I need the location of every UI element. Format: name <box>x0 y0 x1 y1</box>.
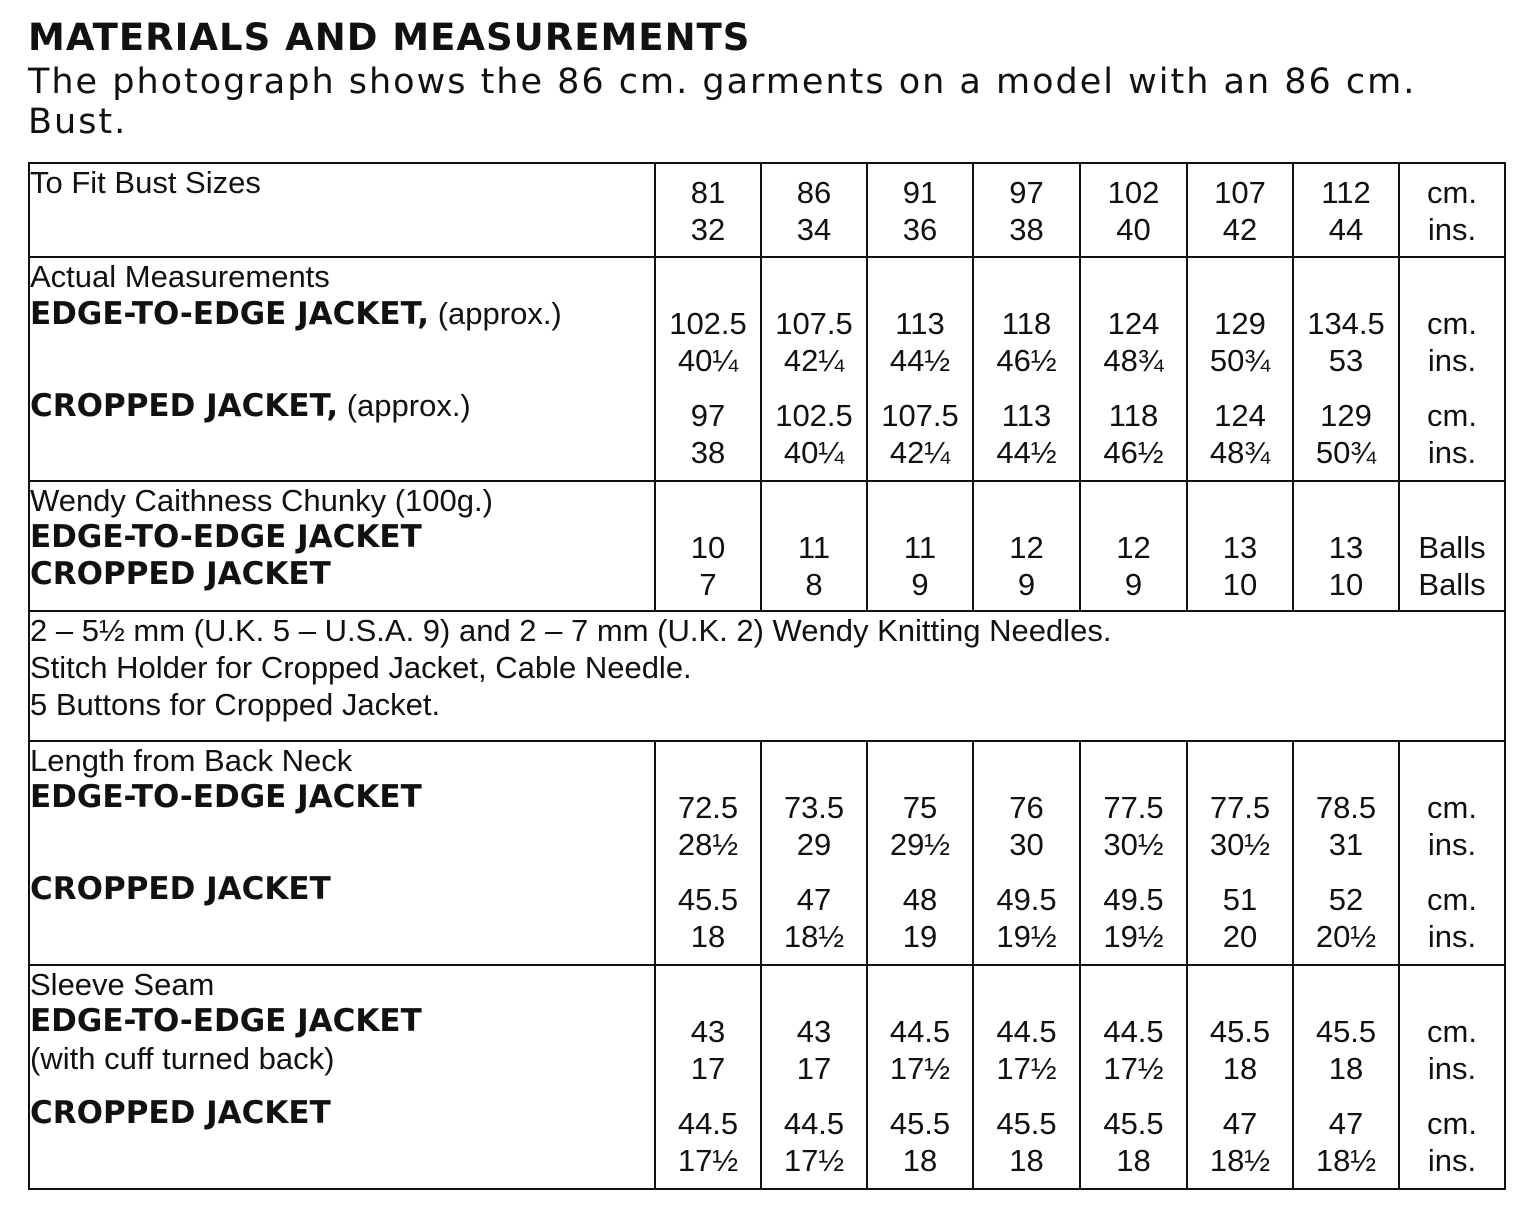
bust-cm: 102 <box>1107 175 1160 210</box>
cropped-ins: 38 <box>690 435 726 470</box>
approx-note: (approx.) <box>338 388 471 423</box>
actual-measurements-label: Actual Measurements <box>30 259 330 294</box>
cuff-note: (with cuff turned back) <box>30 1041 335 1076</box>
edge-balls: 12 <box>1116 530 1151 565</box>
sleeve-label: Sleeve Seam <box>30 967 215 1002</box>
edge-to-edge-label: EDGE-TO-EDGE JACKET <box>30 519 422 555</box>
bust-ins: 36 <box>902 212 938 247</box>
cropped-cm: 129 <box>1320 398 1372 433</box>
buttons-line: 5 Buttons for Cropped Jacket. <box>30 687 441 722</box>
cropped-ins: 48¾ <box>1209 435 1271 470</box>
edge-cm: 78.5 <box>1315 790 1377 825</box>
sleeve-label-cell <box>29 965 655 1189</box>
unit-balls: Balls <box>1418 567 1486 602</box>
length-col-3 <box>867 741 973 965</box>
cropped-ins: 18 <box>1116 1143 1151 1178</box>
bust-cm: 107 <box>1214 175 1266 210</box>
cropped-ins: 42¼ <box>889 435 951 470</box>
cropped-balls: 10 <box>1328 567 1364 602</box>
edge-cm: 44.5 <box>889 1014 951 1049</box>
length-col-5 <box>1080 741 1187 965</box>
length-col-2 <box>761 741 867 965</box>
unit-ins: ins. <box>1427 1051 1477 1086</box>
bust-cm: 97 <box>1009 175 1044 210</box>
cropped-ins: 18 <box>1009 1143 1044 1178</box>
edge-ins: 31 <box>1328 827 1364 862</box>
edge-cm: 44.5 <box>996 1014 1057 1049</box>
length-label-cell <box>29 741 655 965</box>
edge-ins: 44½ <box>889 343 951 378</box>
cropped-cm: 113 <box>1001 398 1052 433</box>
edge-balls: 11 <box>797 530 831 565</box>
edge-ins: 17½ <box>889 1051 951 1086</box>
length-col-4 <box>973 741 1080 965</box>
bust-ins: 44 <box>1328 212 1364 247</box>
edge-ins: 17 <box>690 1051 726 1086</box>
edge-ins: 28½ <box>677 827 739 862</box>
edge-to-edge-label: EDGE-TO-EDGE JACKET, <box>30 296 430 332</box>
edge-cm: 45.5 <box>1209 1014 1271 1049</box>
unit-ins: ins. <box>1427 212 1477 247</box>
edge-ins: 50¾ <box>1209 343 1271 378</box>
cropped-balls: 10 <box>1222 567 1258 602</box>
actual-col-4 <box>973 257 1080 481</box>
approx-note: (approx.) <box>429 296 562 331</box>
cropped-ins: 19½ <box>1103 919 1164 954</box>
length-row <box>29 741 1505 965</box>
unit-cm: cm. <box>1427 1014 1477 1049</box>
cropped-balls: 9 <box>911 567 929 602</box>
stitch-holder-line: Stitch Holder for Cropped Jacket, Cable Needle. <box>30 650 692 685</box>
cropped-cm: 124 <box>1214 398 1266 433</box>
bust-col-6 <box>1187 163 1293 257</box>
edge-balls: 13 <box>1328 530 1364 565</box>
notions-cell <box>29 611 1505 741</box>
cropped-cm: 49.5 <box>1103 882 1164 917</box>
measurements-table <box>28 162 1506 1190</box>
unit-cm: cm. <box>1427 398 1477 433</box>
cropped-cm: 45.5 <box>889 1106 951 1141</box>
edge-cm: 43 <box>690 1014 726 1049</box>
unit-ins: ins. <box>1427 1143 1477 1178</box>
cropped-ins: 40¼ <box>783 435 845 470</box>
unit-ins: ins. <box>1427 827 1477 862</box>
length-label: Length from Back Neck <box>30 743 353 778</box>
yarn-label-cell <box>29 481 655 611</box>
edge-ins: 42¼ <box>783 343 845 378</box>
edge-cm: 107.5 <box>775 306 853 341</box>
actual-col-3 <box>867 257 973 481</box>
edge-cm: 77.5 <box>1103 790 1164 825</box>
actual-col-6 <box>1187 257 1293 481</box>
edge-cm: 73.5 <box>783 790 845 825</box>
cropped-label: CROPPED JACKET, <box>30 388 339 424</box>
bust-ins: 42 <box>1222 212 1258 247</box>
actual-col-5 <box>1080 257 1187 481</box>
edge-cm: 75 <box>902 790 938 825</box>
cropped-cm: 47 <box>1222 1106 1258 1141</box>
cropped-cm: 48 <box>902 882 938 917</box>
sleeve-col-2 <box>761 965 867 1189</box>
edge-cm: 76 <box>1009 790 1044 825</box>
cropped-ins: 17½ <box>783 1143 845 1178</box>
edge-cm: 44.5 <box>1103 1014 1164 1049</box>
edge-balls: 13 <box>1222 530 1258 565</box>
edge-balls: 12 <box>1009 530 1044 565</box>
actual-col-7 <box>1293 257 1399 481</box>
length-col-7 <box>1293 741 1399 965</box>
edge-cm: 113 <box>895 306 945 341</box>
edge-cm: 77.5 <box>1209 790 1271 825</box>
length-col-6 <box>1187 741 1293 965</box>
cropped-ins: 20 <box>1222 919 1258 954</box>
edge-ins: 18 <box>1328 1051 1364 1086</box>
bust-unit-col <box>1399 163 1505 257</box>
cropped-balls: 7 <box>699 567 717 602</box>
yarn-label: Wendy Caithness Chunky (100g.) <box>30 483 493 518</box>
edge-cm: 129 <box>1214 306 1266 341</box>
length-unit-col <box>1399 741 1505 965</box>
edge-ins: 17 <box>796 1051 832 1086</box>
edge-ins: 17½ <box>1103 1051 1164 1086</box>
bust-ins: 32 <box>690 212 726 247</box>
bust-col-7 <box>1293 163 1399 257</box>
yarn-row <box>29 481 1505 611</box>
cropped-ins: 17½ <box>677 1143 739 1178</box>
bust-ins: 40 <box>1116 212 1151 247</box>
sleeve-col-5 <box>1080 965 1187 1189</box>
cropped-cm: 51 <box>1222 882 1258 917</box>
unit-cm: cm. <box>1427 306 1477 341</box>
edge-ins: 48¾ <box>1103 343 1164 378</box>
cropped-cm: 118 <box>1108 398 1159 433</box>
unit-cm: cm. <box>1427 175 1477 210</box>
bust-cm: 91 <box>902 175 938 210</box>
cropped-balls: 9 <box>1017 567 1036 602</box>
bust-size-label: To Fit Bust Sizes <box>30 165 261 200</box>
bust-col-3 <box>867 163 973 257</box>
cropped-ins: 19½ <box>996 919 1057 954</box>
yarn-col-7 <box>1293 481 1399 611</box>
bust-cm: 112 <box>1321 175 1371 210</box>
yarn-col-3 <box>867 481 973 611</box>
unit-ins: ins. <box>1427 919 1477 954</box>
cropped-balls: 8 <box>805 567 823 602</box>
edge-ins: 46½ <box>996 343 1057 378</box>
edge-to-edge-label: EDGE-TO-EDGE JACKET <box>30 1003 422 1039</box>
actual-measurements-row <box>29 257 1505 481</box>
sleeve-col-7 <box>1293 965 1399 1189</box>
cropped-balls: 9 <box>1124 567 1143 602</box>
cropped-label: CROPPED JACKET <box>30 556 331 592</box>
sleeve-unit-col <box>1399 965 1505 1189</box>
yarn-unit-col <box>1399 481 1505 611</box>
yarn-col-2 <box>761 481 867 611</box>
sleeve-col-4 <box>973 965 1080 1189</box>
cropped-cm: 49.5 <box>996 882 1057 917</box>
bust-col-5 <box>1080 163 1187 257</box>
unit-cm: cm. <box>1427 1106 1477 1141</box>
edge-balls: 11 <box>903 530 937 565</box>
cropped-ins: 44½ <box>996 435 1057 470</box>
notions-row <box>29 611 1505 741</box>
cropped-cm: 45.5 <box>996 1106 1057 1141</box>
edge-cm: 72.5 <box>677 790 739 825</box>
yarn-col-4 <box>973 481 1080 611</box>
sleeve-col-6 <box>1187 965 1293 1189</box>
actual-col-1 <box>655 257 761 481</box>
yarn-col-1 <box>655 481 761 611</box>
edge-ins: 17½ <box>996 1051 1057 1086</box>
length-col-1 <box>655 741 761 965</box>
edge-cm: 124 <box>1107 306 1160 341</box>
edge-cm: 45.5 <box>1315 1014 1377 1049</box>
cropped-cm: 107.5 <box>881 398 959 433</box>
bust-col-4 <box>973 163 1080 257</box>
edge-ins: 18 <box>1222 1051 1258 1086</box>
unit-cm: cm. <box>1427 790 1477 825</box>
cropped-ins: 19 <box>902 919 938 954</box>
unit-cm: cm. <box>1427 882 1477 917</box>
cropped-cm: 45.5 <box>677 882 739 917</box>
cropped-cm: 45.5 <box>1103 1106 1164 1141</box>
edge-cm: 43 <box>796 1014 832 1049</box>
cropped-cm: 47 <box>1328 1106 1364 1141</box>
bust-cm: 86 <box>796 175 832 210</box>
cropped-ins: 50¾ <box>1315 435 1377 470</box>
edge-ins: 29 <box>796 827 832 862</box>
edge-ins: 29½ <box>889 827 951 862</box>
cropped-cm: 47 <box>796 882 832 917</box>
cropped-ins: 18 <box>690 919 726 954</box>
edge-balls: 10 <box>690 530 726 565</box>
intro-paragraph: The photograph shows the 86 cm. garments on a model with an 86 cm. Bust. <box>28 62 1417 142</box>
actual-label-cell <box>29 257 655 481</box>
unit-ins: ins. <box>1427 435 1477 470</box>
sleeve-col-3 <box>867 965 973 1189</box>
yarn-col-5 <box>1080 481 1187 611</box>
unit-balls: Balls <box>1418 530 1486 565</box>
bust-size-label-cell <box>29 163 655 257</box>
edge-ins: 30½ <box>1209 827 1271 862</box>
actual-unit-col <box>1399 257 1505 481</box>
bust-ins: 34 <box>796 212 832 247</box>
cropped-ins: 46½ <box>1103 435 1164 470</box>
yarn-col-6 <box>1187 481 1293 611</box>
bust-size-row <box>29 163 1505 257</box>
bust-col-2 <box>761 163 867 257</box>
edge-ins: 30½ <box>1103 827 1164 862</box>
edge-cm: 102.5 <box>669 306 747 341</box>
edge-ins: 53 <box>1328 343 1364 378</box>
cropped-ins: 18½ <box>783 919 845 954</box>
bust-col-1 <box>655 163 761 257</box>
section-heading: MATERIALS AND MEASUREMENTS <box>28 16 751 59</box>
cropped-cm: 102.5 <box>775 398 853 433</box>
cropped-cm: 97 <box>690 398 726 433</box>
needles-line: 2 – 5½ mm (U.K. 5 – U.S.A. 9) and 2 – 7 mm (U.K. 2) Wendy Knitting Needles. <box>30 613 1112 648</box>
cropped-cm: 52 <box>1328 882 1364 917</box>
cropped-ins: 18 <box>902 1143 938 1178</box>
edge-cm: 134.5 <box>1307 306 1385 341</box>
cropped-cm: 44.5 <box>783 1106 845 1141</box>
cropped-label: CROPPED JACKET <box>30 1095 331 1131</box>
edge-cm: 118 <box>1001 306 1052 341</box>
sleeve-row <box>29 965 1505 1189</box>
edge-to-edge-label: EDGE-TO-EDGE JACKET <box>30 779 422 815</box>
edge-ins: 30 <box>1009 827 1044 862</box>
bust-cm: 81 <box>690 175 726 210</box>
unit-ins: ins. <box>1427 343 1477 378</box>
bust-ins: 38 <box>1009 212 1044 247</box>
edge-ins: 40¼ <box>677 343 739 378</box>
actual-col-2 <box>761 257 867 481</box>
sleeve-col-1 <box>655 965 761 1189</box>
cropped-cm: 44.5 <box>677 1106 739 1141</box>
cropped-label: CROPPED JACKET <box>30 871 331 907</box>
cropped-ins: 20½ <box>1315 919 1377 954</box>
cropped-ins: 18½ <box>1315 1143 1377 1178</box>
cropped-ins: 18½ <box>1209 1143 1271 1178</box>
